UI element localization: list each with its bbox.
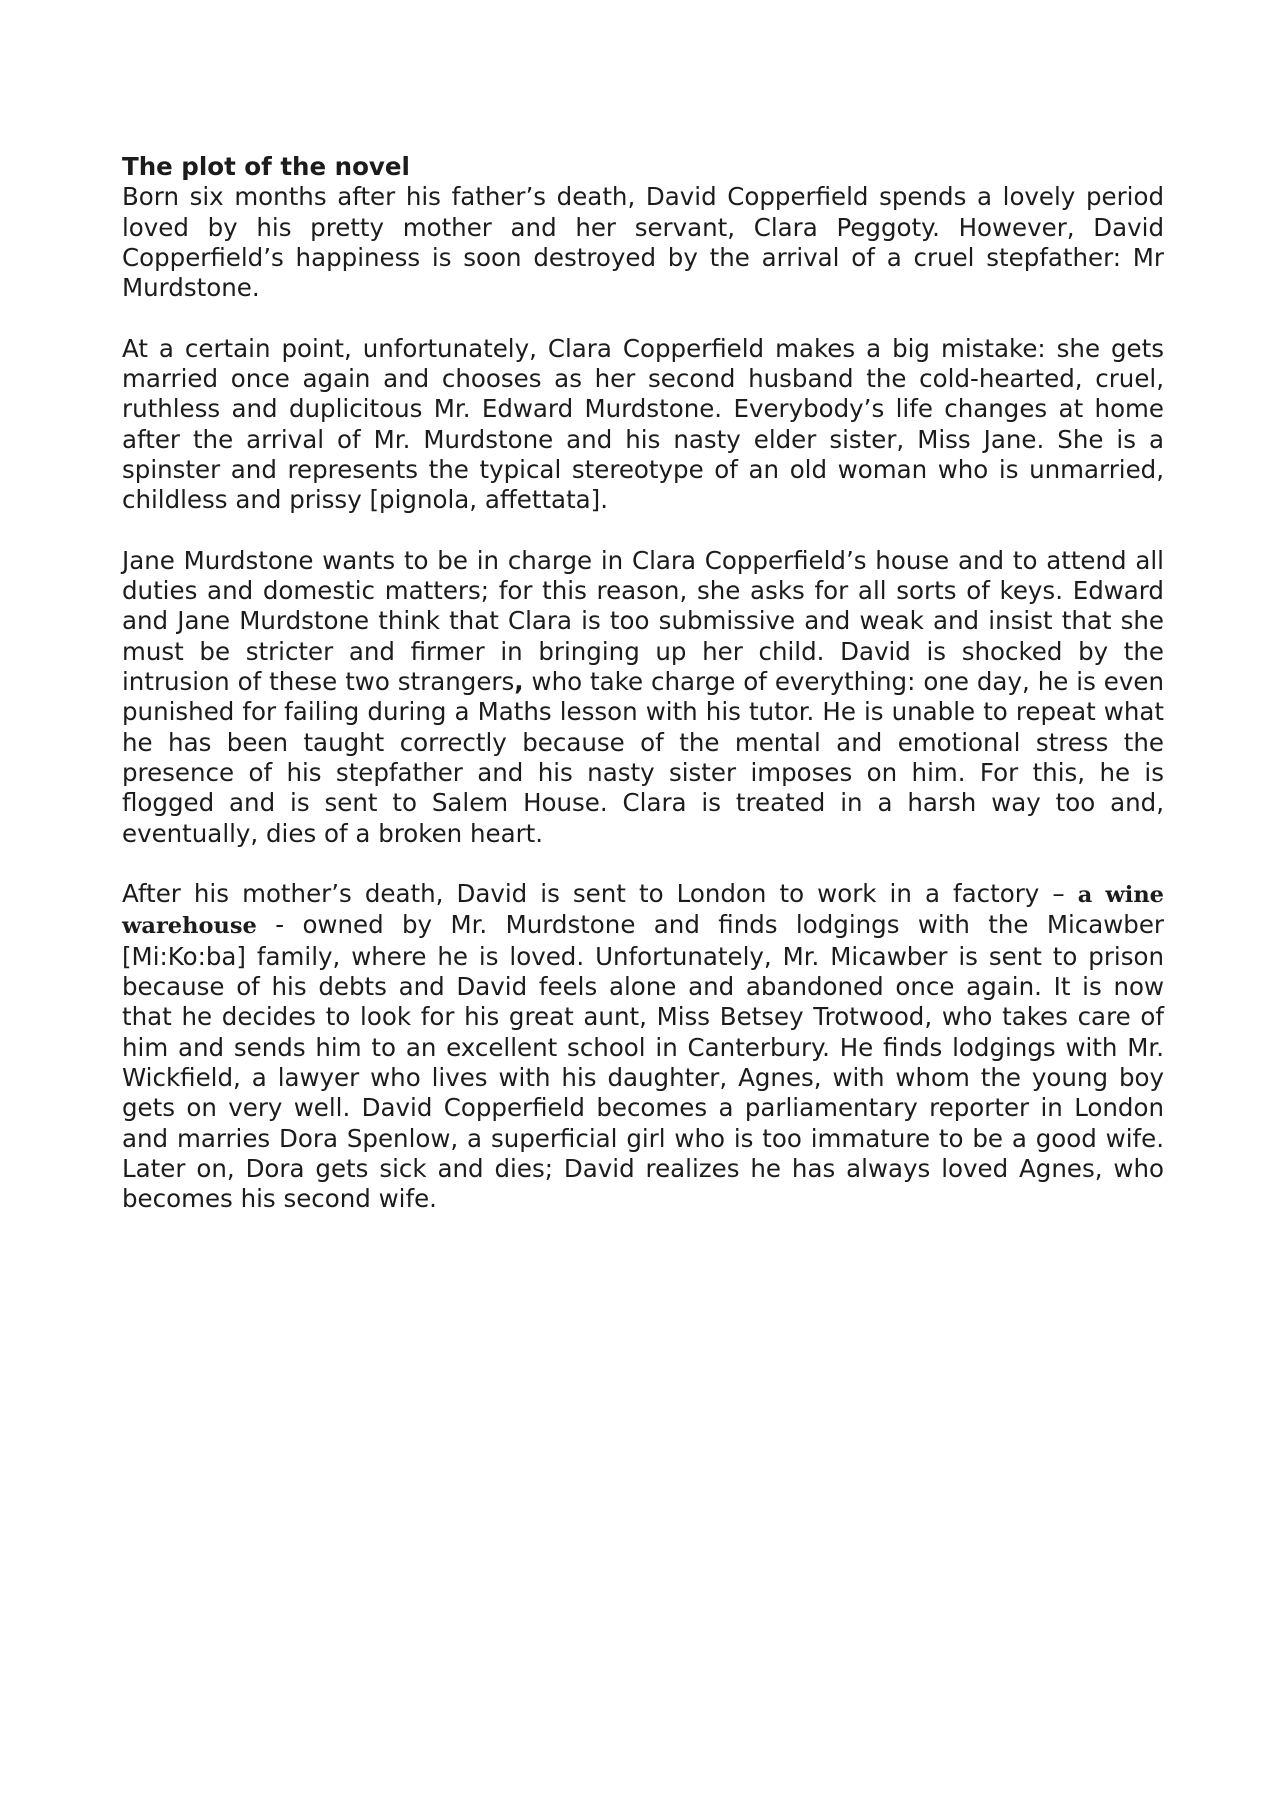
document-body bbox=[122, 152, 1164, 1245]
paragraph-3-bold-comma: , bbox=[514, 667, 524, 697]
paragraph-4-bold-phrase: a wine warehouse bbox=[122, 882, 1164, 940]
paragraph-1: Born six months after his father’s death, David Copperfield spends a lovely period loved by his pretty mother and her servant, Clara Peggoty. However, David Copperfield’s happiness is soon destroyed by the arrival of a cruel stepfather: Mr Murdstone. bbox=[122, 182, 1164, 303]
paragraph-3-text-a: Jane Murdstone wants to be in charge in Clara Copperfield’s house and to attend all duties and domestic matters; for this reason, she asks for all sorts of keys. Edward and Jane Murdstone think that Clara is too submissive and weak and insist that she must be stricter and firmer in bringing up her child. David is shocked by the intrusion of these two strangers bbox=[122, 545, 1164, 697]
paragraph-2: At a certain point, unfortunately, Clara Copperfield makes a big mistake: she gets married once again and chooses as her second husband the cold-hearted, cruel, ruthless and duplicitous Mr. Edward Murdstone. Everybody’s life changes at home after the arrival of Mr. Murdstone and his nasty elder sister, Miss Jane. She is a spinster and represents the typical stereotype of an old woman who is unmarried, childless and prissy [pignola, affettata]. bbox=[122, 333, 1164, 515]
paragraph-4-text-a: After his mother’s death, David is sent to London to work in a factory – bbox=[122, 879, 1078, 909]
paragraph-3 bbox=[122, 546, 1164, 849]
paragraph-4-text-b: - owned by Mr. Murdstone and finds lodgings with the Micawber [Mi:Ko:ba] family, where he is loved. Unfortunately, Mr. Micawber is sent to prison because of his debts and David feels alone and abandoned once again. It is now that he decides to look for his great aunt, Miss Betsey Trotwood, who takes care of him and sends him to an excellent school in Canterbury. He finds lodgings with Mr. Wickfield, a lawyer who lives with his daughter, Agnes, with whom the young boy gets on very well. David Copperfield becomes a parliamentary reporter in London and marries Dora Spenlow, a superficial girl who is too immature to be a good wife. Later on, Dora gets sick and dies; David realizes he has always loved Agnes, who becomes his second wife. bbox=[122, 910, 1164, 1214]
paragraph-4 bbox=[122, 879, 1164, 1214]
document-title: The plot of the novel bbox=[122, 152, 410, 181]
paragraph-3-text-b: who take charge of everything: one day, he is even punished for failing during a Maths lesson with his tutor. He is unable to repeat what he has been taught correctly because of the mental and emotional stress the presence of his stepfather and his nasty sister imposes on him. For this, he is flogged and is sent to Salem House. Clara is treated in a harsh way too and, eventually, dies of a broken heart. bbox=[122, 667, 1164, 848]
